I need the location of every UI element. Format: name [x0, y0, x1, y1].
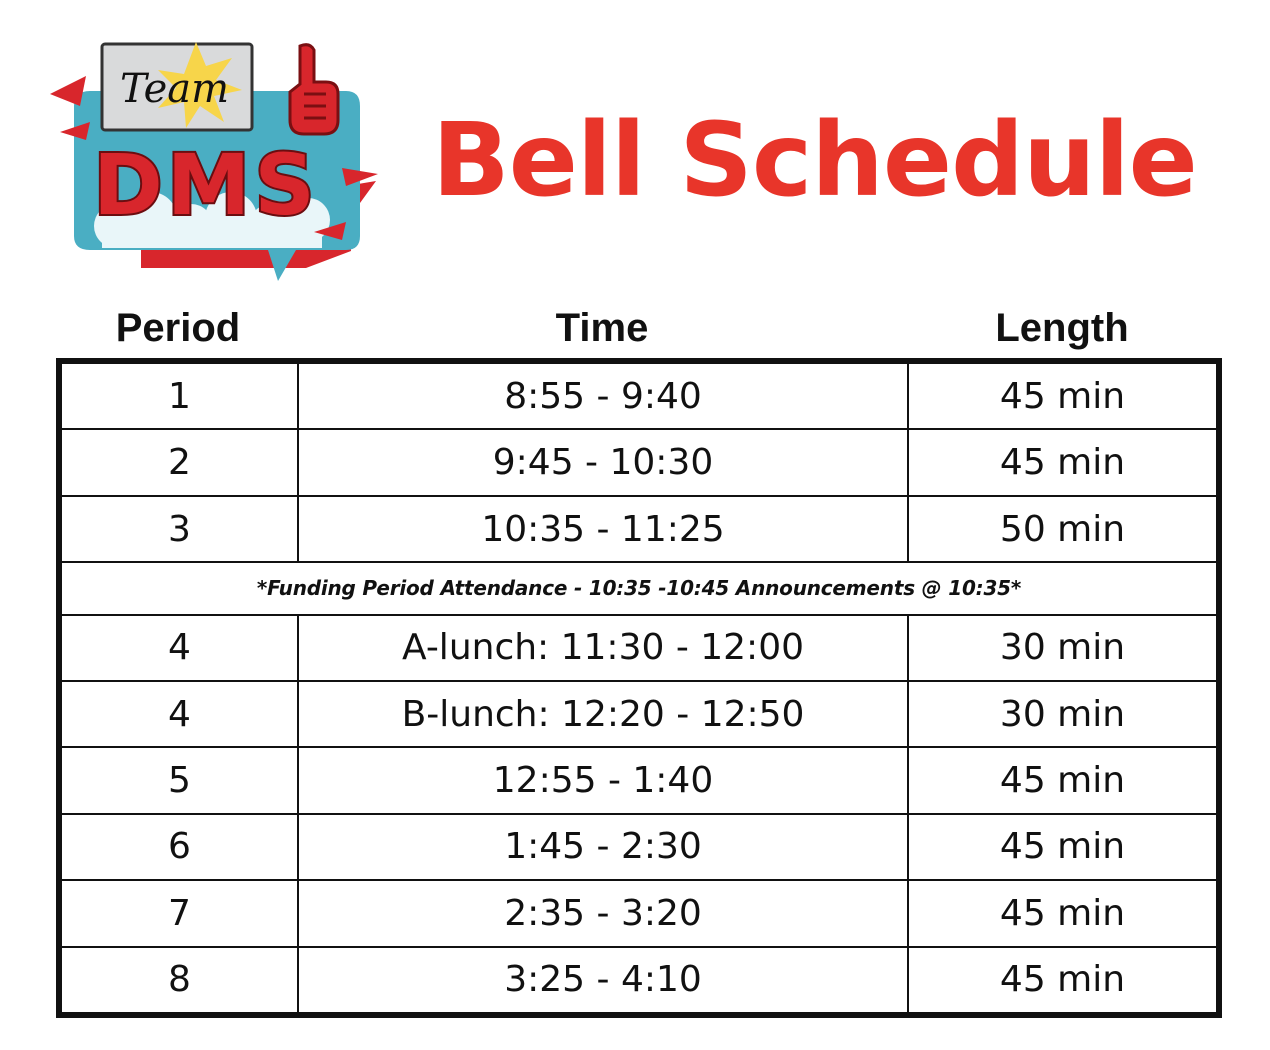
team-dms-logo [46, 36, 386, 286]
length-cell: 45 min [908, 880, 1216, 946]
length-cell: 45 min [908, 364, 1216, 429]
length-cell: 45 min [908, 429, 1216, 495]
time-cell: 9:45 - 10:30 [298, 429, 908, 495]
length-cell: 30 min [908, 615, 1216, 681]
table-row [62, 681, 1216, 747]
note-row [62, 562, 1216, 614]
period-cell: 6 [62, 814, 298, 880]
period-cell: 4 [62, 615, 298, 681]
time-cell: 1:45 - 2:30 [298, 814, 908, 880]
time-cell: 10:35 - 11:25 [298, 496, 908, 562]
table-row [62, 814, 1216, 880]
period-cell: 3 [62, 496, 298, 562]
table-row [62, 747, 1216, 813]
logo-team-text: Team [120, 66, 230, 112]
table-row [62, 947, 1216, 1012]
time-cell: 3:25 - 4:10 [298, 947, 908, 1012]
table-row [62, 496, 1216, 562]
table-row [62, 429, 1216, 495]
column-header-period: Period [115, 306, 241, 350]
table-row [62, 364, 1216, 429]
time-cell: 8:55 - 9:40 [298, 364, 908, 429]
time-cell: A-lunch: 11:30 - 12:00 [298, 615, 908, 681]
length-cell: 45 min [908, 814, 1216, 880]
period-cell: 8 [62, 947, 298, 1012]
length-cell: 30 min [908, 681, 1216, 747]
time-cell: 12:55 - 1:40 [298, 747, 908, 813]
table-row [62, 880, 1216, 946]
table-column-headers [60, 302, 1220, 354]
time-cell: 2:35 - 3:20 [298, 880, 908, 946]
attendance-note: *Funding Period Attendance - 10:35 -10:45 Announcements @ 10:35* [62, 562, 1216, 614]
page-title: Bell Schedule [432, 101, 1197, 220]
column-header-length: Length [995, 306, 1129, 350]
period-cell: 1 [62, 364, 298, 429]
column-header-time: Time [555, 306, 649, 350]
period-cell: 5 [62, 747, 298, 813]
time-cell: B-lunch: 12:20 - 12:50 [298, 681, 908, 747]
length-cell: 50 min [908, 496, 1216, 562]
period-cell: 7 [62, 880, 298, 946]
length-cell: 45 min [908, 747, 1216, 813]
period-cell: 4 [62, 681, 298, 747]
logo-dms-text: DMS [93, 136, 319, 234]
length-cell: 45 min [908, 947, 1216, 1012]
table-row [62, 615, 1216, 681]
period-cell: 2 [62, 429, 298, 495]
bell-schedule-table [56, 358, 1222, 1018]
